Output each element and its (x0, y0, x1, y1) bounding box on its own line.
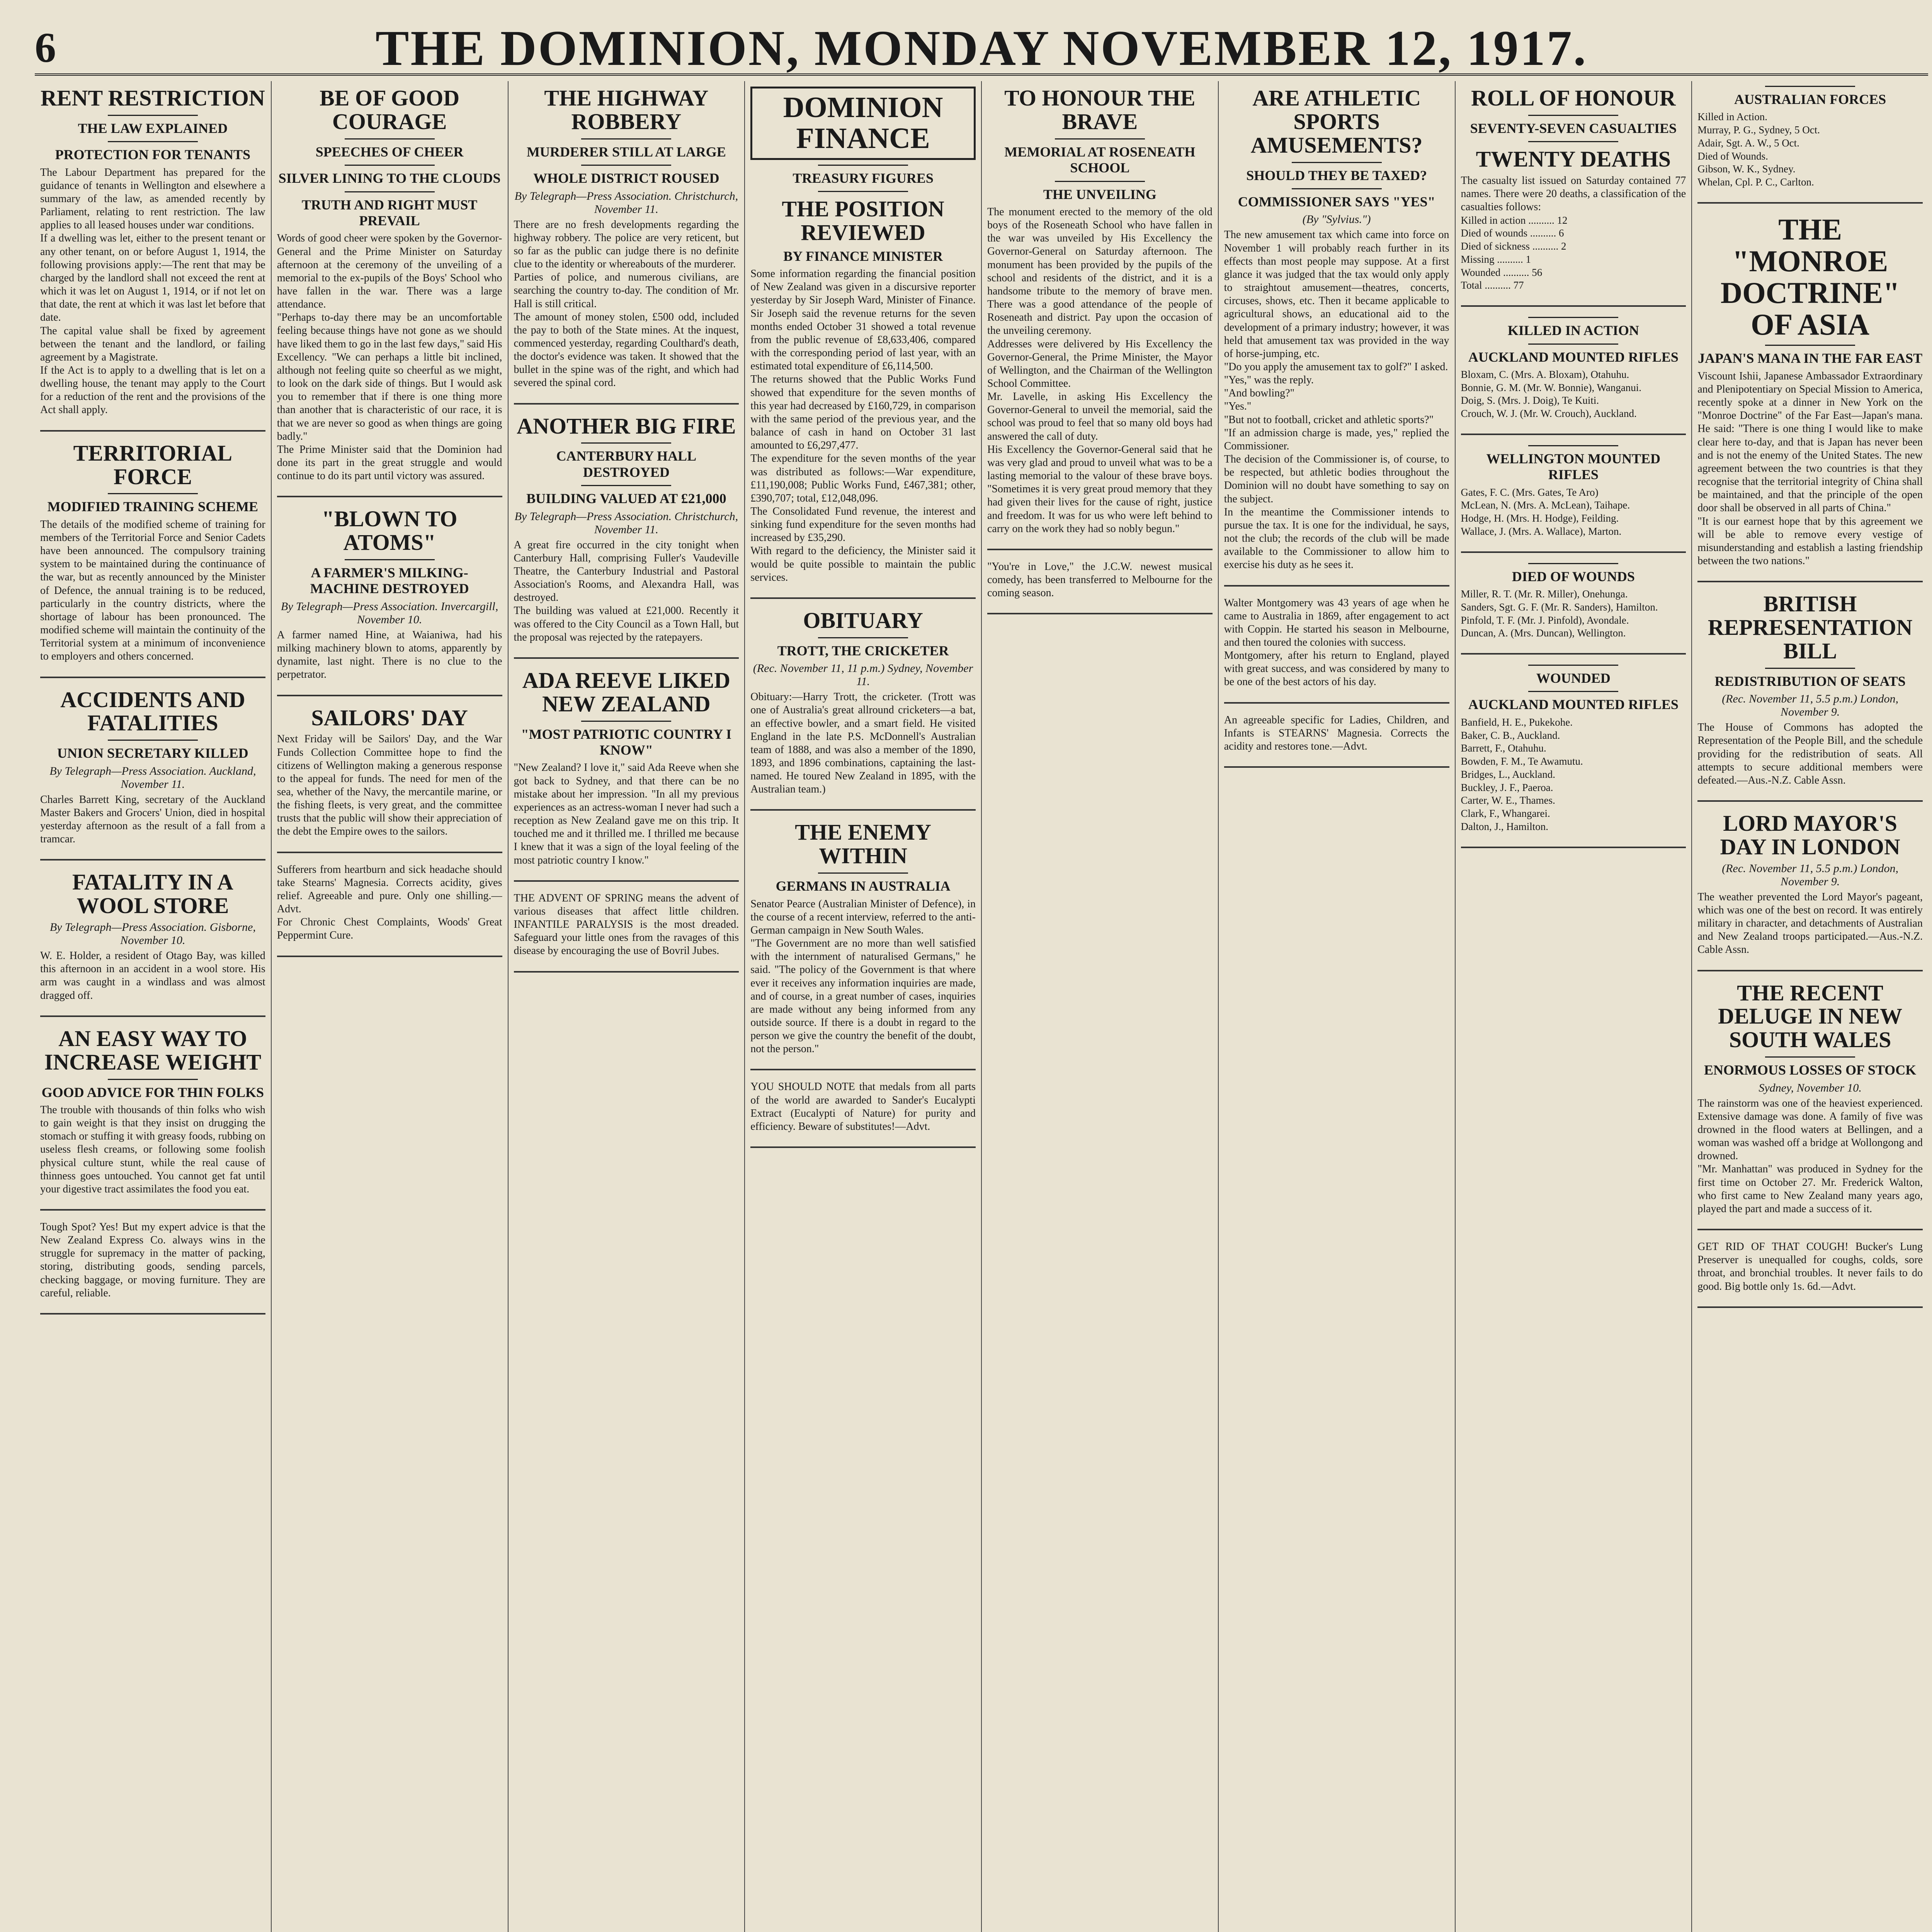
article-separator (1224, 702, 1449, 704)
casualty-list: Killed in Action. Murray, P. G., Sydney, 5 Oct. Adair, Sgt. A. W., 5 Oct. Died of Wounds. Gibson, W. K., Sydney. Whelan, Cpl. P. C., Carlton. (1697, 111, 1820, 188)
article-subheading: MEMORIAL AT ROSENEATH SCHOOL (1004, 144, 1196, 176)
heading-rule (1765, 86, 1855, 87)
heading-rule (818, 191, 908, 192)
article-headline: ADA REEVE LIKED NEW ZEALAND (522, 667, 730, 716)
article-body: An agreeable specific for Ladies, Children, and Infants is STEARNS' Magnesia. Corrects the acidity and restores tone.—Advt. (1224, 714, 1449, 752)
article-separator (1461, 305, 1686, 307)
article-body: Words of good cheer were spoken by the Governor-General and the Prime Minister on Saturday afternoon at the ceremony of the unveiling of a memorial to the ex-pupils of the Boys' School who have fallen in the war. There was a large attendance. "Perhaps to-day there may be an uncomfortable feeling because things have not gone as we should have liked them to go in the last few days," said His Excellency. "We can perhaps a little bit inclined, although not feeling quite so cheerful as we might, to look on the dark side of things. But I would ask you to remember that if there is one thing more than another that is characteristic of our race, it is that we are never so good as when things are going badly." The Prime Minister said that the Dominion had done its part in the great struggle and would continue to do its part until victory was assured. (277, 232, 502, 482)
article-body: Walter Montgomery was 43 years of age when he came to Australia in 1869, after engagement to act with Coppin. He started his season in Melbourne, and then toured the colonies with success. Montgomery, after his return to England, played with great success, and was considered by many to be one of the best actors of his day. (1224, 597, 1449, 688)
article (987, 560, 1213, 600)
article-separator (277, 956, 502, 957)
article-separator (1697, 970, 1923, 971)
article (40, 871, 265, 1002)
newspaper-title: THE DOMINION, MONDAY NOVEMBER 12, 1917. (375, 20, 1588, 76)
heading-rule (1528, 344, 1618, 345)
article-headline: "BLOWN TO ATOMS" (321, 506, 457, 555)
article-separator (514, 657, 739, 659)
article-subheading: REDISTRIBUTION OF SEATS (1714, 673, 1906, 689)
page-number: 6 (35, 24, 56, 71)
article (277, 507, 502, 681)
article (1461, 665, 1686, 833)
article-headline: THE ENEMY WITHIN (795, 820, 932, 869)
article (1461, 317, 1686, 420)
heading-rule (818, 637, 908, 638)
article-subheading: SEVENTY-SEVEN CASUALTIES (1470, 120, 1677, 136)
article (750, 87, 976, 584)
article (40, 87, 265, 417)
article (277, 87, 502, 483)
article-subheading: KILLED IN ACTION (1507, 323, 1639, 338)
article (1224, 87, 1449, 572)
heading-rule (818, 165, 908, 166)
article (277, 863, 502, 942)
article-separator (1224, 585, 1449, 587)
article-body: The House of Commons has adopted the Representation of the People Bill, and the schedule providing for the redistribution of seats. All attempts to secure additional members were defeated.—Aus.-N.Z. Cable Assn. (1697, 721, 1923, 786)
article-body: The Labour Department has prepared for the guidance of tenants in Wellington and elsewhere a summary of the law, as amended recently by Parliament, relating to rent restriction. The law applies to all leased houses under war conditions. If a dwelling was let, either to the present tenant or any other tenant, on or before August 1, 1914, the following provisions apply:—The rent that may be charged by the landlord shall not exceed the rent at which it was let on August 1, 1914, or if not let on that date, the rent at which it was last let before that date. The capital value shall be fixed by agreement between the tenant and the landlord, or failing agreement by a Magistrate. If the Act is to apply to a dwelling that is let on a dwelling house, the tenant may apply to the Court for a reduction of the rent and the provisions of the Act shall apply. (40, 166, 265, 416)
article-headline: DOMINION FINANCE (750, 87, 976, 160)
article-separator (750, 597, 976, 599)
heading-rule (1055, 138, 1145, 139)
article-body: The details of the modified scheme of training for members of the Territorial Force and Senior Cadets have been announced. The compulsory training system to be maintained during the continuance of the war, but as recently announced by the Minister of Defence, the annual training is to be reduced, particularly in the country districts, where the shortage of labour has been pronounced. The modified scheme will maintain the continuity of the Territorial system at a minimum of inconvenience to employers and others concerned. (40, 518, 265, 663)
article-dateline: By Telegraph—Press Association. Auckland, November 11. (49, 764, 256, 791)
article-subheading: TREASURY FIGURES (793, 170, 934, 186)
article-separator (1224, 766, 1449, 768)
article-subheading: A FARMER'S MILKING-MACHINE DESTROYED (310, 565, 469, 597)
heading-rule (108, 493, 198, 494)
article-body: The trouble with thousands of thin folks who wish to gain weight is that they insist on drugging the stomach or stuffing it with greasy foods, rubbing on useless flesh creams, or following some foolish physical culture stunt, while the real cause of thinness goes untouched. You cannot get fat until your digestive tract assimilates the food you eat. (40, 1104, 265, 1195)
column-4 (745, 81, 982, 1932)
article-dateline: (Rec. November 11, 5.5 p.m.) London, November 9. (1722, 862, 1899, 888)
column-3 (509, 81, 745, 1932)
heading-rule (1528, 665, 1618, 666)
article-headline: THE RECENT DELUGE IN NEW SOUTH WALES (1718, 980, 1903, 1053)
heading-rule (345, 559, 435, 560)
heading-rule (1528, 691, 1618, 692)
casualty-list: Gates, F. C. (Mrs. Gates, Te Aro) McLean, N. (Mrs. A. McLean), Taihape. Hodge, H. (Mrs. H. Hodge), Feilding. Wallace, J. (Mrs. A. Wallace), Marton. (1461, 486, 1630, 537)
column-2 (272, 81, 509, 1932)
article (1697, 214, 1923, 568)
article-separator (514, 971, 739, 973)
article-subheading: BY FINANCE MINISTER (783, 248, 943, 264)
article-body: GET RID OF THAT COUGH! Bucker's Lung Preserver is unequalled for coughs, colds, sore throat, and bronchial troubles. It never fails to do good. Big bottle only 1s. 6d.—Advt. (1697, 1241, 1923, 1293)
article-headline-secondary: TWENTY DEATHS (1476, 146, 1671, 172)
article-subheading: TRUTH AND RIGHT MUST PREVAIL (301, 197, 478, 228)
article-separator (40, 677, 265, 678)
article-body: THE ADVENT OF SPRING means the advent of various diseases that affect little children. INFANTILE PARALYSIS is the most dreaded. Safeguard your little ones from the ravages of this disease by encouraging the use of Bovril Jubes. (514, 892, 739, 957)
article (514, 892, 739, 958)
heading-rule (581, 721, 671, 722)
column-7 (1456, 81, 1692, 1932)
article-subheading: AUCKLAND MOUNTED RIFLES (1468, 697, 1679, 713)
article-headline: OBITUARY (803, 607, 923, 633)
article-subheading: WHOLE DISTRICT ROUSED (533, 170, 719, 186)
article (40, 1221, 265, 1300)
heading-rule (1528, 445, 1618, 446)
article-headline: THE HIGHWAY ROBBERY (544, 85, 709, 134)
article-separator (514, 403, 739, 405)
heading-rule (345, 138, 435, 139)
article-separator (1697, 1229, 1923, 1230)
article-body: Obituary:—Harry Trott, the cricketer. (Trott was one of Australia's great allround cricketers—a bat, an effective bowler, and a smart field. He visited England in the late P.S. McDonnell's Australian team of 1888, and was also a member of the 1890, 1893, and 1896 combinations, captaining the last-named. He toured New Zealand in 1895, with the Australian team.) (750, 691, 976, 796)
heading-rule (818, 872, 908, 874)
heading-rule (581, 165, 671, 166)
article-separator (277, 852, 502, 853)
article-dateline: By Telegraph—Press Association. Invercargill, November 10. (281, 600, 498, 626)
article-body: "You're in Love," the J.C.W. newest musical comedy, has been transferred to Melbourne for the coming season. (987, 560, 1213, 599)
article-separator (40, 859, 265, 861)
heading-rule (108, 1079, 198, 1080)
heading-rule (108, 141, 198, 142)
heading-rule (1528, 563, 1618, 564)
article-headline: ANOTHER BIG FIRE (517, 413, 736, 439)
article (40, 688, 265, 846)
article-dateline: Sydney, November 10. (1759, 1081, 1862, 1094)
article-subheading: SHOULD THEY BE TAXED? (1246, 167, 1427, 183)
article-subheading: GOOD ADVICE FOR THIN FOLKS (41, 1084, 264, 1100)
article-subheading: CANTERBURY HALL DESTROYED (556, 448, 697, 480)
article-dateline: (Rec. November 11, 11 p.m.) Sydney, November 11. (753, 662, 973, 688)
article-body: A great fire occurred in the city tonight when Canterbury Hall, comprising Fuller's Vaudeville Theatre, the Canterbury Industrial and Pastoral Association's Rooms, and Alexandra Hall, was destroyed. The building was valued at £21,000. Recently it was offered to the City Council as a Town Hall, but the proposal was rejected by the ratepayers. (514, 539, 739, 643)
article-dateline: (By "Sylvius.") (1302, 213, 1371, 226)
article-separator (1461, 434, 1686, 435)
article-body: There are no fresh developments regarding the highway robbery. The police are very reticent, but so far as the public can judge there is no definite clue to the identity or whereabouts of the murderer. Parties of police, and numerous civilians, are searching the country to-day. The condition of Mr. Hall is still critical. The amount of money stolen, £500 odd, included the pay to both of the State mines. At the inquest, commenced yesterday, regarding Coulthard's death, the doctor's evidence was taken. It showed that the bullet in the spine was of the right, and which had severed the spinal cord. (514, 218, 739, 389)
masthead (35, 15, 1928, 76)
article-headline: TERRITORIAL FORCE (73, 440, 233, 489)
article-subheading: PROTECTION FOR TENANTS (55, 147, 251, 163)
article (1697, 86, 1923, 189)
article-body: "New Zealand? I love it," said Ada Reeve when she got back to Sydney, and that there can be no mistake about her impression. "In all my previous experiences as an actress-woman I never had such a reception as New Zealand gave me on this trip. It touched me and it thrilled me. I thrilled me because I knew that it was a sign of the loyal feeling of the most patriotic country I know." (514, 762, 739, 866)
article-separator (1697, 581, 1923, 582)
article (1697, 1240, 1923, 1293)
article-body: Tough Spot? Yes! But my expert advice is that the New Zealand Express Co. always wins in the struggle for supremacy in the matter of packing, storing, distributing goods, sending parcels, checking baggage, or moving furniture. They are careful, reliable. (40, 1221, 265, 1299)
article-headline: THE "MONROE DOCTRINE" OF ASIA (1720, 212, 1900, 341)
article-subheading: WOUNDED (1536, 670, 1611, 686)
article-subheading: UNION SECRETARY KILLED (57, 745, 248, 761)
heading-rule (1292, 188, 1382, 189)
article-body: Next Friday will be Sailors' Day, and the War Funds Collection Committee hope to find the citizens of Wellington making a generous response to the appeal for funds. The need for men of the sea, whether of the Navy, the mercantile marine, or the fishing fleets, is very great, and the committee trusts that the public will show their appreciation of the debt the Empire owes to the sailors. (277, 733, 502, 838)
column-5 (982, 81, 1219, 1932)
column-1 (35, 81, 272, 1932)
article-body: Viscount Ishii, Japanese Ambassador Extraordinary and Plenipotentiary on Special Mission to America, recently spoke at a dinner in New York on the "Monroe Doctrine" of the Far East—Japan's mana. He said: "There is one thing I would like to make clear here to-day, and that is Japan has never been and is not the enemy of the United States. The new agreement between the two countries is that they recognise that the territorial integrity of China shall be maintained, and that the principle of the open door shall be observed in all parts of China." "It is our earnest hope that by this agreement we will be able to remove every vestige of misunderstanding and establish a lasting friendship between the two nations." (1697, 370, 1923, 567)
article-body: YOU SHOULD NOTE that medals from all parts of the world are awarded to Sander's Eucalypti Extract (Eucalypti of Nature) for purity and efficiency. Beware of substitutes!—Advt. (750, 1081, 976, 1133)
article (514, 87, 739, 390)
article-headline: SAILORS' DAY (311, 705, 468, 730)
article-headline: ROLL OF HONOUR (1471, 85, 1676, 111)
article-subheading: THE UNVEILING (1043, 186, 1156, 202)
article-body: The rainstorm was one of the heaviest experienced. Extensive damage was done. A family of five was drowned in the flood waters at Bellingen, and a woman was washed off a bridge at Wollongong and drowned. "Mr. Manhattan" was produced in Sydney for the first time on October 27. Mr. Frederick Walton, who first came to New Zealand many years ago, played the part and made a success of it. (1697, 1097, 1923, 1215)
article-headline: TO HONOUR THE BRAVE (1004, 85, 1196, 134)
heading-rule (108, 740, 198, 741)
article-separator (987, 549, 1213, 550)
article (1697, 812, 1923, 957)
article-body: Sufferers from heartburn and sick headache should take Stearns' Magnesia. Corrects acidity, gives relief. Agreeable and pure. Only one shilling.—Advt. For Chronic Chest Complaints, Woods' Great Peppermint Cure. (277, 863, 502, 942)
article-body: The casualty list issued on Saturday contained 77 names. There were 20 deaths, a classification of the casualties follows: (1461, 175, 1686, 213)
heading-rule (1292, 162, 1382, 163)
article-body: Senator Pearce (Australian Minister of Defence), in the course of a recent interview, referred to the anti-German campaign in New South Wales. "The Government are no more than well satisfied with the internment of naturalised Germans," he said. "The policy of the Government is that where ever it receives any information inquiries are made, and of course, in a great number of cases, inquiries are made without any being informed from any outside source. If there is a doubt in regard to the person we give the country the benefit of the doubt, not the person." (750, 898, 976, 1055)
article (1461, 563, 1686, 640)
article-separator (277, 496, 502, 497)
article-separator (40, 1015, 265, 1017)
heading-rule (108, 115, 198, 116)
article (1697, 592, 1923, 787)
article-separator (514, 880, 739, 882)
article-separator (40, 430, 265, 432)
article-headline: LORD MAYOR'S DAY IN LONDON (1720, 811, 1900, 859)
article-separator (750, 1146, 976, 1148)
casualty-list: Bloxam, C. (Mrs. A. Bloxam), Otahuhu. Bonnie, G. M. (Mr. W. Bonnie), Wanganui. Doig, S. (Mrs. J. Doig), Te Kuiti. Crouch, W. J. (Mr. W. Crouch), Auckland. (1461, 368, 1642, 420)
article-body: W. E. Holder, a resident of Otago Bay, was killed this afternoon in an accident in a wool store. His arm was caught in a windlass and was almost dragged off. (40, 950, 265, 1002)
article-dateline: By Telegraph—Press Association. Gisborne, November 10. (49, 921, 256, 947)
article-body: The monument erected to the memory of the old boys of the Roseneath School who have fallen in the war was unveiled by His Excellency the Governor-General on Saturday afternoon. The monument has been provided by the pupils of the school and residents of the district, and it is a handsome tribute to the memory of brave men. There was a good attendance of the people of Roseneath and district. Pay upon the occasion of the unveiling ceremony. Addresses were delivered by His Excellency the Governor-General, the Prime Minister, the Mayor of Wellington, and the Chairman of the Wellington School Committee. Mr. Lavelle, in asking His Excellency the Governor-General to unveil the memorial, said the school was proud to feel that so many old boys had answered the call of duty. His Excellency the Governor-General said that he was very glad and proud to unveil what was to be a lasting memorial to the valour of these brave boys. "Sometimes it is very great proud memory that they had given their lives for the cause of right, justice and freedom. It was for us who were left behind to carry on the work they had so nobly begun." (987, 206, 1213, 535)
article-separator (750, 1069, 976, 1070)
article (750, 1080, 976, 1133)
heading-rule (581, 485, 671, 486)
article-dateline: By Telegraph—Press Association. Christchurch, November 11. (514, 510, 738, 536)
article-subheading: COMMISSIONER SAYS "YES" (1238, 194, 1435, 210)
article-separator (1461, 551, 1686, 553)
article-separator (40, 1313, 265, 1315)
article-separator (277, 695, 502, 696)
article-headline: RENT RESTRICTION (41, 85, 265, 111)
article-body: Some information regarding the financial position of New Zealand was given in a discursive reporter yesterday by Sir Joseph Ward, Minister of Finance. Sir Joseph said the revenue returns for the seven months ended October 31 showed a total revenue from the public revenue of £8,633,406, compared with the corresponding period of last year, with an estimated total expenditure of £6,114,500. The returns showed that the Public Works Fund showed that expenditure for the seven months of this year had decreased by £160,729, in comparison with the same period of the previous year, and the balance of cash in hand on October 31 last amounted to £6,297,477. The expenditure for the seven months of the year was distributed as follows:—War expenditure, £11,190,008; Public Works Fund, £467,381; other, £390,707; total, £12,048,096. The Consolidated Fund revenue, the interest and sinking fund expenditure for the seven months had increased by £35,290. With regard to the deficiency, the Minister said it would be quite possible to maintain the public services. (750, 268, 976, 583)
heading-rule (1528, 141, 1618, 142)
casualty-list: Miller, R. T. (Mr. R. Miller), Onehunga. Sanders, Sgt. G. F. (Mr. R. Sanders), Hamilton. Pinfold, T. F. (Mr. J. Pinfold), Avondale. Duncan, A. (Mrs. Duncan), Wellington. (1461, 588, 1658, 639)
heading-rule (1528, 115, 1618, 116)
article-headline: AN EASY WAY TO INCREASE WEIGHT (44, 1026, 262, 1075)
heading-rule (1765, 668, 1855, 669)
heading-rule (581, 138, 671, 139)
article (1697, 981, 1923, 1216)
article-subheading: BUILDING VALUED AT £21,000 (526, 491, 726, 507)
article-separator (1697, 1306, 1923, 1308)
article (514, 669, 739, 867)
article-subheading: DIED OF WOUNDS (1512, 568, 1635, 584)
article-subheading: SPEECHES OF CHEER (315, 144, 464, 160)
heading-rule (1765, 1056, 1855, 1058)
article-body: Charles Barrett King, secretary of the Auckland Master Bakers and Grocers' Union, died in hospital yesterday afternoon as the result of a fall from a tramcar. (40, 793, 265, 845)
article (987, 87, 1213, 536)
article-headline: BE OF GOOD COURAGE (320, 85, 460, 134)
article-separator (1697, 202, 1923, 204)
article-subheading: SILVER LINING TO THE CLOUDS (278, 170, 501, 186)
article-separator (1697, 800, 1923, 802)
article-subheading: JAPAN'S MANA IN THE FAR EAST (1698, 350, 1923, 366)
heading-rule (345, 165, 435, 166)
casualty-list: Banfield, H. E., Pukekohe. Baker, C. B., Auckland. Barrett, F., Otahuhu. Bowden, F. M., Te Awamutu. Bridges, L., Auckland. Buckley, J. F., Paeroa. Carter, W. E., Thames. Clark, F., Whangarei. Dalton, J., Hamilton. (1461, 716, 1583, 832)
article (277, 706, 502, 838)
article (40, 442, 265, 663)
article-dateline: By Telegraph—Press Association. Christchurch, November 11. (514, 189, 738, 216)
article-separator (987, 613, 1213, 614)
heading-rule (1528, 317, 1618, 318)
article-subheading: AUCKLAND MOUNTED RIFLES (1468, 349, 1679, 365)
column-6 (1219, 81, 1456, 1932)
column-8 (1692, 81, 1928, 1932)
article-subheading: TROTT, THE CRICKETER (777, 643, 949, 658)
article-subheading: ENORMOUS LOSSES OF STOCK (1704, 1062, 1917, 1078)
article (1461, 445, 1686, 538)
article (514, 415, 739, 644)
article (1224, 597, 1449, 689)
article-subheading: "MOST PATRIOTIC COUNTRY I KNOW" (521, 726, 732, 758)
article-subheading: AUSTRALIAN FORCES (1734, 92, 1886, 107)
article (1224, 714, 1449, 753)
heading-rule (1765, 345, 1855, 346)
article-separator (40, 1209, 265, 1211)
article-columns (35, 81, 1928, 1932)
article-subheading: GERMANS IN AUSTRALIA (776, 878, 951, 894)
article-separator (1461, 653, 1686, 655)
article-body: A farmer named Hine, at Waianiwa, had his milking machinery blown to atoms, apparently by dynamite, last night. There is no clue to the perpetrator. (277, 629, 502, 681)
article-headline-secondary: THE POSITION REVIEWED (782, 196, 944, 245)
article (750, 821, 976, 1056)
heading-rule (1055, 181, 1145, 182)
casualty-list: Killed in action .......... 12 Died of wounds .......... 6 Died of sickness .......... 2 Missing .......... 1 Wounded .......... 56 Total .......... 77 (1461, 214, 1568, 291)
article-headline: ARE ATHLETIC SPORTS AMUSEMENTS? (1250, 85, 1423, 158)
article-subheading: MODIFIED TRAINING SCHEME (47, 499, 259, 515)
article-headline: FATALITY IN A WOOL STORE (72, 869, 233, 918)
article-headline: BRITISH REPRESENTATION BILL (1708, 591, 1913, 663)
article-body: The new amusement tax which came into force on November 1 will probably reach further in its effects than most people may suppose. At a first glance it was judged that the tax would only apply to straightout amusement—theatres, concerts, circuses, shows, etc. Then it became applicable to agricultural shows, an educational aid to the development of a primary industry; however, it was held that amusement tax was provided in the way of horse-jumping, etc. "Do you apply the amusement tax to golf?" I asked. "Yes," was the reply. "And bowling?" "Yes." "But not to football, cricket and athletic sports?" "If an admission charge is made, yes," replied the Commissioner. The decision of the Commissioner is, of course, to be respected, but athletic bodies throughout the Dominion will no doubt have something to say on the subject. In the meantime the Commissioner intends to pursue the tax. It is one for the individual, he says, not the club; the records of the club will be made available to the Commissioner to allow him to exercise his duty as he sees it. (1224, 229, 1449, 571)
article-separator (1461, 847, 1686, 848)
article-separator (750, 809, 976, 811)
article (1461, 87, 1686, 292)
article-dateline: (Rec. November 11, 5.5 p.m.) London, November 9. (1722, 692, 1899, 719)
heading-rule (581, 442, 671, 444)
article (750, 609, 976, 796)
article-subheading: THE LAW EXPLAINED (78, 120, 228, 136)
article (40, 1027, 265, 1196)
article-headline: ACCIDENTS AND FATALITIES (60, 687, 245, 736)
article-subheading: MURDERER STILL AT LARGE (526, 144, 726, 160)
heading-rule (345, 191, 435, 192)
article-subheading: WELLINGTON MOUNTED RIFLES (1486, 451, 1661, 483)
article-body: The weather prevented the Lord Mayor's pageant, which was one of the best on record. It was entirely military in character, and detachments of Australian and New Zealand troops participated.—Aus.-N.Z. Cable Assn. (1697, 891, 1923, 956)
